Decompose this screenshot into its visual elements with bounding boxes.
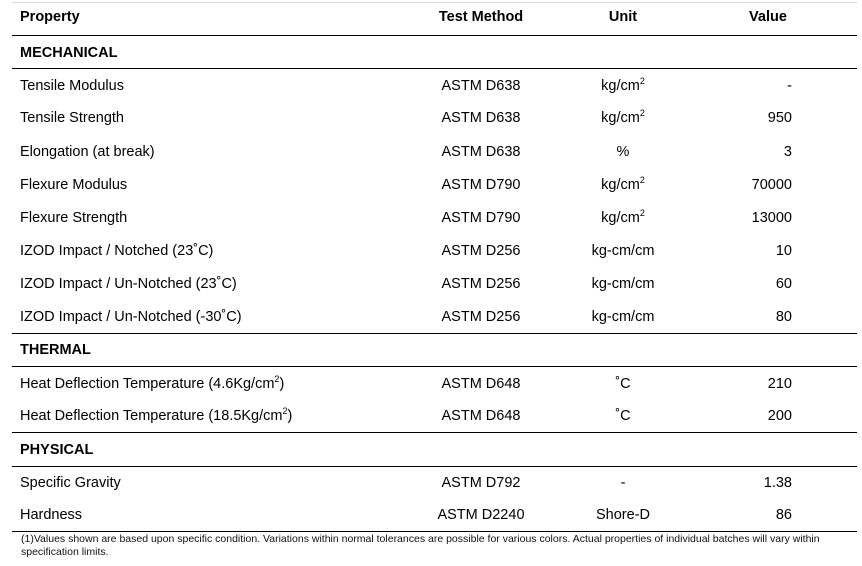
header-test-method: Test Method [438, 9, 524, 25]
unit-cell: ˚C [615, 408, 631, 424]
top-divider [12, 2, 857, 3]
property-cell: Flexure Strength [20, 210, 128, 226]
method-cell: ASTM D790 [441, 177, 521, 193]
property-cell: Heat Deflection Temperature $(18.5Kg/cm^2)$ [20, 406, 293, 424]
method-cell: ASTM D638 [441, 144, 521, 160]
property-cell: Hardness [20, 507, 83, 523]
section-divider [12, 366, 857, 367]
method-cell: ASTM D256 [441, 309, 521, 325]
value-cell: 3 [783, 144, 792, 160]
value-cell: 86 [775, 507, 792, 523]
unit-cell: $kg/cm^2$ [601, 208, 645, 226]
header-property: Property [20, 9, 80, 25]
section-divider [12, 432, 857, 433]
property-cell: Flexure Modulus [20, 177, 128, 193]
method-cell: ASTM D2240 [437, 507, 525, 523]
header-divider [12, 35, 857, 36]
value-cell: 200 [767, 408, 792, 424]
value-cell: 10 [775, 243, 792, 259]
method-cell: ASTM D256 [441, 276, 521, 292]
value-cell: - [787, 78, 792, 94]
property-cell: IZOD Impact / Un-Notched (23˚C) [20, 276, 237, 292]
value-cell: 950 [767, 110, 792, 126]
bottom-divider [12, 531, 857, 532]
unit-cell: $kg/cm^2$ [601, 108, 645, 126]
unit-cell: - [620, 475, 626, 491]
unit-cell: $kg/cm^2$ [601, 175, 645, 193]
value-cell: 13000 [751, 210, 792, 226]
unit-cell: ˚C [615, 376, 631, 392]
unit-cell: kg-cm/cm [591, 309, 655, 325]
method-cell: ASTM D792 [441, 475, 521, 491]
header-value: Value [749, 9, 787, 25]
method-cell: ASTM D638 [441, 78, 521, 94]
section-divider [12, 68, 857, 69]
method-cell: ASTM D638 [441, 110, 521, 126]
property-cell: IZOD Impact / Un-Notched (-30˚C) [20, 309, 242, 325]
section-title: THERMAL [20, 342, 91, 358]
property-cell: Tensile Modulus [20, 78, 124, 94]
section-divider [12, 333, 857, 334]
unit-cell: $kg/cm^2$ [601, 76, 645, 94]
property-cell: IZOD Impact / Notched (23˚C) [20, 243, 214, 259]
property-cell: Specific Gravity [20, 475, 121, 491]
section-title: PHYSICAL [20, 442, 94, 458]
unit-cell: kg-cm/cm [591, 243, 655, 259]
section-divider [12, 466, 857, 467]
method-cell: ASTM D648 [441, 376, 521, 392]
unit-cell: % [616, 144, 630, 160]
value-cell: 1.38 [763, 475, 792, 491]
property-cell: Heat Deflection Temperature $(4.6Kg/cm^2)$ [20, 374, 285, 392]
property-cell: Elongation (at break) [20, 144, 155, 160]
section-title: MECHANICAL [20, 45, 118, 61]
value-cell: 60 [775, 276, 792, 292]
method-cell: ASTM D790 [441, 210, 521, 226]
property-cell: Tensile Strength [20, 110, 124, 126]
method-cell: ASTM D648 [441, 408, 521, 424]
value-cell: 70000 [751, 177, 792, 193]
footnote: (1)Values shown are based upon specific condition. Variations within normal tolerances are possible for various colors. Actual properties of individual batches will vary within specification limits. [21, 533, 820, 558]
unit-cell: Shore-D [596, 507, 650, 523]
unit-cell: kg-cm/cm [591, 276, 655, 292]
value-cell: 80 [775, 309, 792, 325]
header-unit: Unit [608, 9, 638, 25]
method-cell: ASTM D256 [441, 243, 521, 259]
value-cell: 210 [767, 376, 792, 392]
